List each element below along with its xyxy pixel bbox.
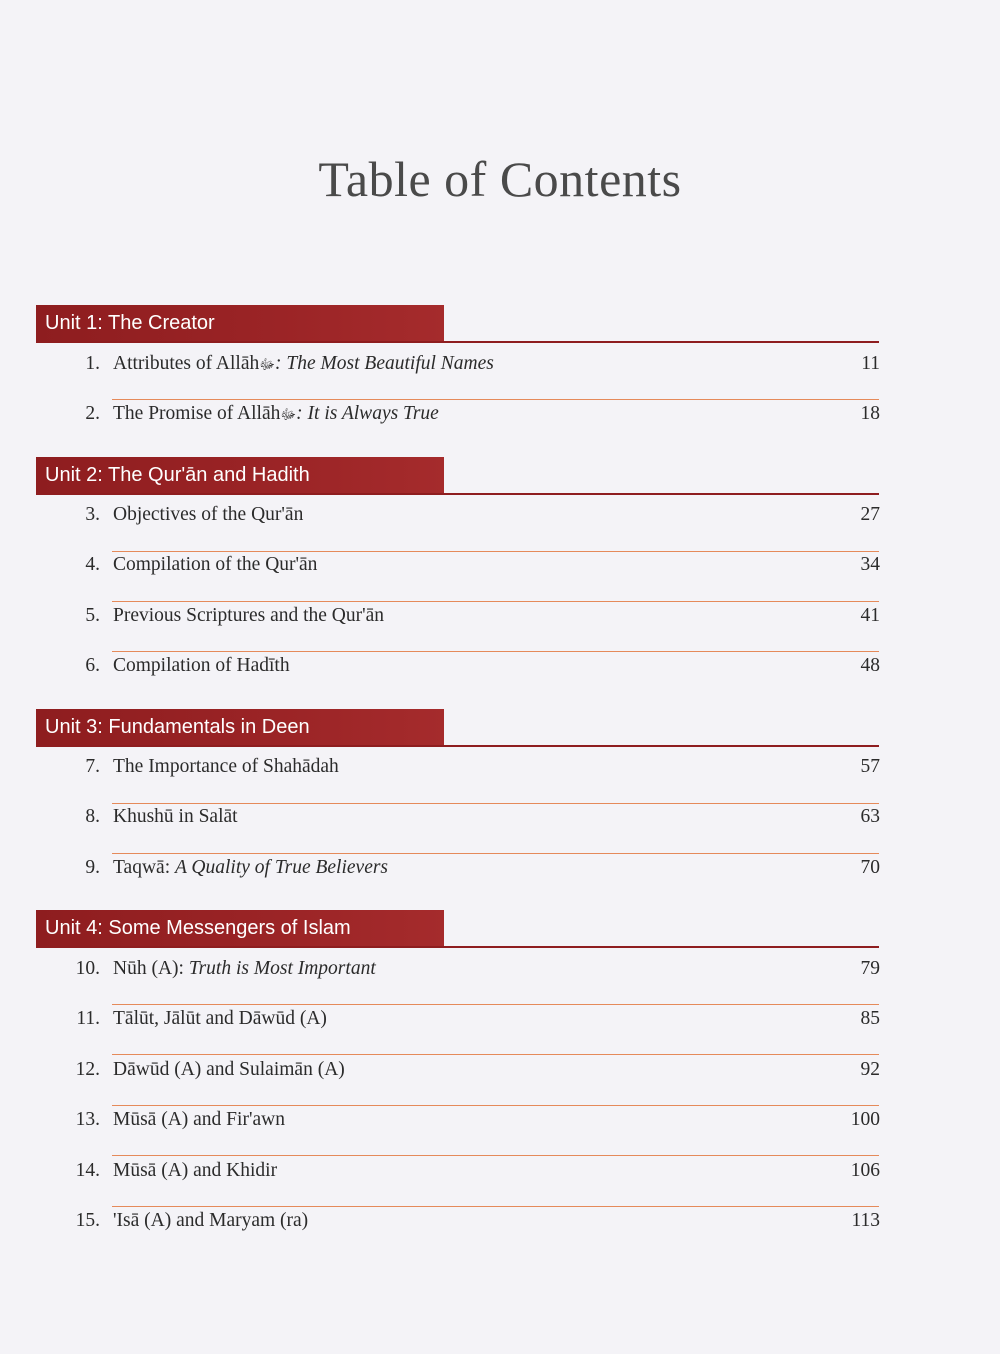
- entry-title: Taqwā: A Quality of True Believers: [113, 857, 389, 878]
- unit-rule: [36, 493, 879, 495]
- entry-page: 18: [860, 403, 880, 424]
- toc-entry-4[interactable]: [60, 550, 880, 580]
- entry-title: 'Isā (A) and Maryam (ra): [113, 1210, 309, 1231]
- entry-title: Compilation of Hadīth: [113, 655, 290, 676]
- entry-number: 7.: [85, 756, 100, 777]
- unit-rule: [36, 745, 879, 747]
- entry-title: Attributes of Allāhﷻ: The Most Beautiful Names: [113, 353, 494, 374]
- toc-entry-15[interactable]: [60, 1206, 880, 1236]
- entry-page: 57: [860, 756, 880, 777]
- entry-title: Dāwūd (A) and Sulaimān (A): [113, 1059, 345, 1080]
- entry-title: Nūh (A): Truth is Most Important: [113, 958, 376, 979]
- entry-number: 4.: [85, 554, 100, 575]
- entry-page: 100: [850, 1109, 880, 1130]
- entry-page: 92: [860, 1059, 880, 1080]
- unit-header-3: Unit 3: Fundamentals in Deen: [36, 709, 444, 745]
- toc-entry-1[interactable]: [60, 349, 880, 379]
- toc-entry-6[interactable]: [60, 651, 880, 681]
- entry-title: Khushū in Salāt: [113, 806, 238, 827]
- entry-number: 1.: [85, 353, 100, 374]
- entry-page: 113: [851, 1210, 880, 1231]
- entry-title: The Importance of Shahādah: [113, 756, 339, 777]
- entry-title: Mūsā (A) and Fir'awn: [113, 1109, 285, 1130]
- entry-number: 6.: [85, 655, 100, 676]
- entry-page: 79: [860, 958, 880, 979]
- entry-page: 106: [850, 1160, 880, 1181]
- entry-number: 11.: [76, 1008, 100, 1029]
- entry-page: 48: [860, 655, 880, 676]
- entry-number: 2.: [85, 403, 100, 424]
- toc-entry-5[interactable]: [60, 601, 880, 631]
- unit-header-1: Unit 1: The Creator: [36, 305, 444, 341]
- entry-number: 8.: [85, 806, 100, 827]
- entry-title: Previous Scriptures and the Qur'ān: [113, 605, 385, 626]
- entry-number: 12.: [75, 1059, 100, 1080]
- entry-number: 13.: [75, 1109, 100, 1130]
- entry-page: 70: [860, 857, 880, 878]
- entry-title: Tālūt, Jālūt and Dāwūd (A): [113, 1008, 327, 1029]
- toc-entry-12[interactable]: [60, 1055, 880, 1085]
- toc-entry-10[interactable]: [60, 954, 880, 984]
- entry-title: Mūsā (A) and Khidir: [113, 1160, 278, 1181]
- entry-number: 9.: [85, 857, 100, 878]
- entry-title: Objectives of the Qur'ān: [113, 504, 304, 525]
- unit-header-2: Unit 2: The Qur'ān and Hadith: [36, 457, 444, 493]
- entry-page: 63: [860, 806, 880, 827]
- toc-entry-13[interactable]: [60, 1105, 880, 1135]
- unit-rule: [36, 946, 879, 948]
- entry-number: 15.: [75, 1210, 100, 1231]
- jalla-jalaluhu-symbol: ﷻ: [259, 358, 276, 373]
- entry-page: 11: [861, 353, 880, 374]
- entry-page: 85: [860, 1008, 880, 1029]
- toc-entry-2[interactable]: [60, 399, 880, 429]
- toc-entry-11[interactable]: [60, 1004, 880, 1034]
- toc-entry-14[interactable]: [60, 1156, 880, 1186]
- unit-rule: [36, 341, 879, 343]
- entry-page: 34: [860, 554, 880, 575]
- entry-number: 14.: [75, 1160, 100, 1181]
- toc-entry-9[interactable]: [60, 853, 880, 883]
- entry-title: The Promise of Allāhﷻ: It is Always True: [113, 403, 439, 424]
- entry-number: 10.: [75, 958, 100, 979]
- entry-page: 41: [860, 605, 880, 626]
- toc-entry-7[interactable]: [60, 752, 880, 782]
- toc-entry-8[interactable]: [60, 802, 880, 832]
- entry-number: 5.: [85, 605, 100, 626]
- entry-title: Compilation of the Qur'ān: [113, 554, 318, 575]
- unit-header-4: Unit 4: Some Messengers of Islam: [36, 910, 444, 946]
- entry-page: 27: [860, 504, 880, 525]
- toc-entry-3[interactable]: [60, 500, 880, 530]
- entry-number: 3.: [85, 504, 100, 525]
- jalla-jalaluhu-symbol: ﷻ: [280, 408, 297, 423]
- page-title: Table of Contents: [318, 151, 682, 207]
